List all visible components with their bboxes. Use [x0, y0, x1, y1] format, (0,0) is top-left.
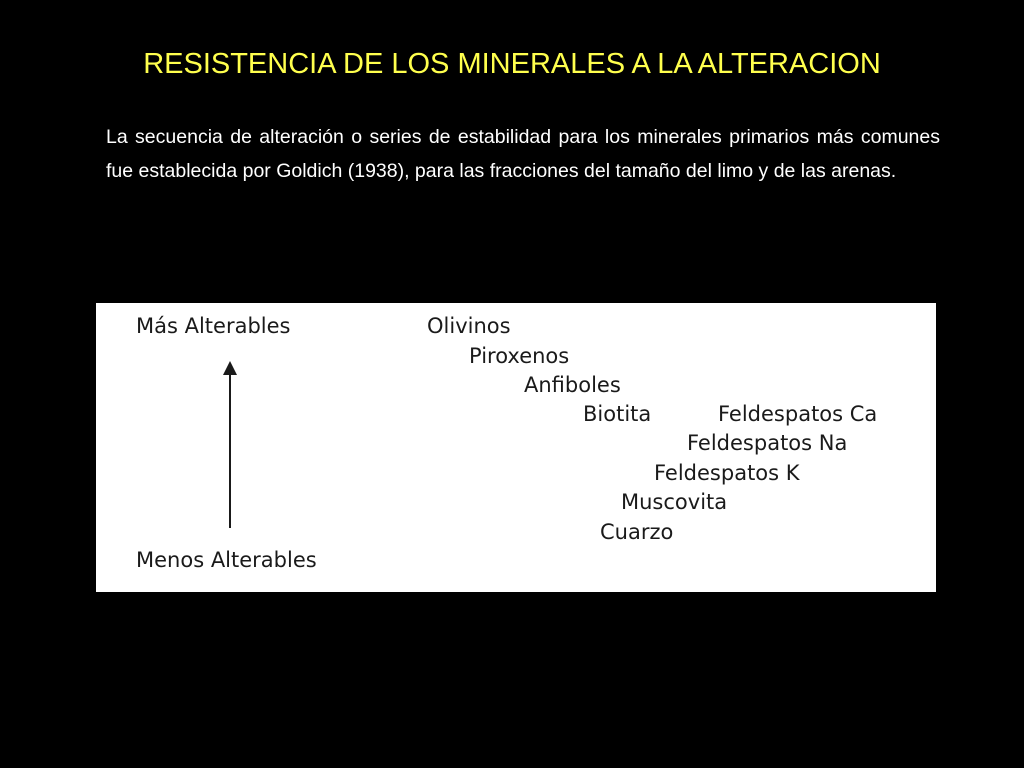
mineral-feldespatos-ca: Feldespatos Ca: [718, 402, 878, 426]
mineral-cuarzo: Cuarzo: [600, 520, 674, 544]
stability-series-diagram: [96, 303, 936, 592]
intro-paragraph: La secuencia de alteración o series de estabilidad para los minerales primarios más comunes fue establecida por Goldich (1938), para las fracciones del tamaño del limo y de las arenas.: [106, 126, 940, 182]
mineral-piroxenos: Piroxenos: [469, 344, 570, 368]
arrow-head: [223, 361, 237, 375]
mineral-feldespatos-na: Feldespatos Na: [687, 431, 848, 455]
mineral-olivinos: Olivinos: [427, 314, 511, 338]
mineral-muscovita: Muscovita: [621, 490, 728, 514]
most-alterable-label: Más Alterables: [136, 314, 291, 338]
least-alterable-label: Menos Alterables: [136, 548, 317, 572]
mineral-anfiboles: Anfiboles: [524, 373, 621, 397]
mineral-biotita: Biotita: [583, 402, 652, 426]
slide-title: RESISTENCIA DE LOS MINERALES A LA ALTERACION: [143, 48, 881, 80]
mineral-feldespatos-k: Feldespatos K: [654, 461, 800, 485]
